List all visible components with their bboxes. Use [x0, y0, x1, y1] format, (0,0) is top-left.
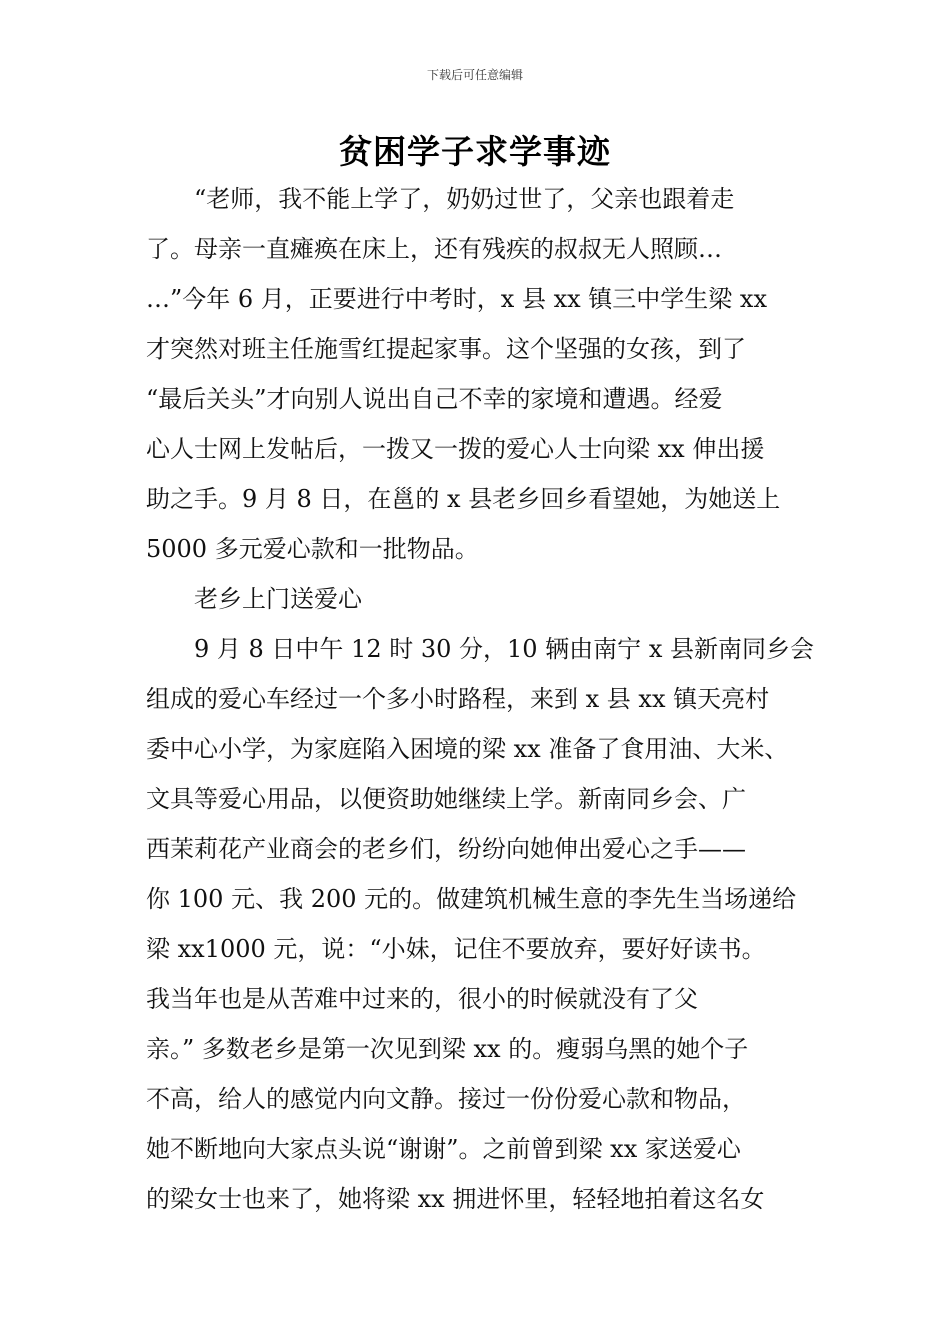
header-note: 下载后可任意编辑	[426, 68, 523, 82]
text-line: 亲。” 多数老乡是第一次见到梁 xx 的。瘦弱乌黑的她个子	[146, 1035, 749, 1063]
text-line: 西茉莉花产业商会的老乡们，纷纷向她伸出爱心之手——	[146, 835, 746, 863]
text-line: 9 月 8 日中午 12 时 30 分，10 辆由南宁 x 县新南同乡会	[146, 635, 814, 663]
section-heading: 老乡上门送爱心	[146, 585, 362, 613]
text-line: 了。母亲一直瘫痪在床上，还有残疾的叔叔无人照顾…	[146, 235, 722, 263]
text-line: 文具等爱心用品，以便资助她继续上学。新南同乡会、广	[146, 785, 746, 813]
text-line: “老师，我不能上学了，奶奶过世了，父亲也跟着走	[146, 185, 735, 213]
text-line: 心人士网上发帖后，一拨又一拨的爱心人士向梁 xx 伸出援	[146, 435, 765, 463]
text-line: 的梁女士也来了，她将梁 xx 拥进怀里，轻轻地拍着这名女	[146, 1185, 765, 1213]
text-line: 我当年也是从苦难中过来的，很小的时候就没有了父	[146, 985, 698, 1013]
text-line: 才突然对班主任施雪红提起家事。这个坚强的女孩，到了	[146, 335, 746, 363]
text-line: 梁 xx1000 元，说：“小妹，记住不要放弃，要好好读书。	[146, 935, 766, 963]
document-title: 贫困学子求学事迹	[339, 132, 611, 171]
text-line: 5000 多元爱心款和一批物品。	[146, 535, 479, 563]
text-line: 助之手。9 月 8 日，在邕的 x 县老乡回乡看望她，为她送上	[146, 485, 781, 513]
text-line: 不高，给人的感觉内向文静。接过一份份爱心款和物品，	[146, 1085, 746, 1113]
text-line: 组成的爱心车经过一个多小时路程，来到 x 县 xx 镇天亮村	[146, 685, 770, 713]
text-line: 你 100 元、我 200 元的。做建筑机械生意的李先生当场递给	[146, 885, 797, 913]
text-line: 委中心小学，为家庭陷入困境的梁 xx 准备了食用油、大米、	[146, 735, 789, 763]
text-line: …”今年 6 月，正要进行中考时，x 县 xx 镇三中学生梁 xx	[146, 285, 767, 313]
text-line: 她不断地向大家点头说“谢谢”。之前曾到梁 xx 家送爱心	[146, 1135, 741, 1163]
text-line: “最后关头”才向别人说出自己不幸的家境和遭遇。经爱	[146, 385, 723, 413]
